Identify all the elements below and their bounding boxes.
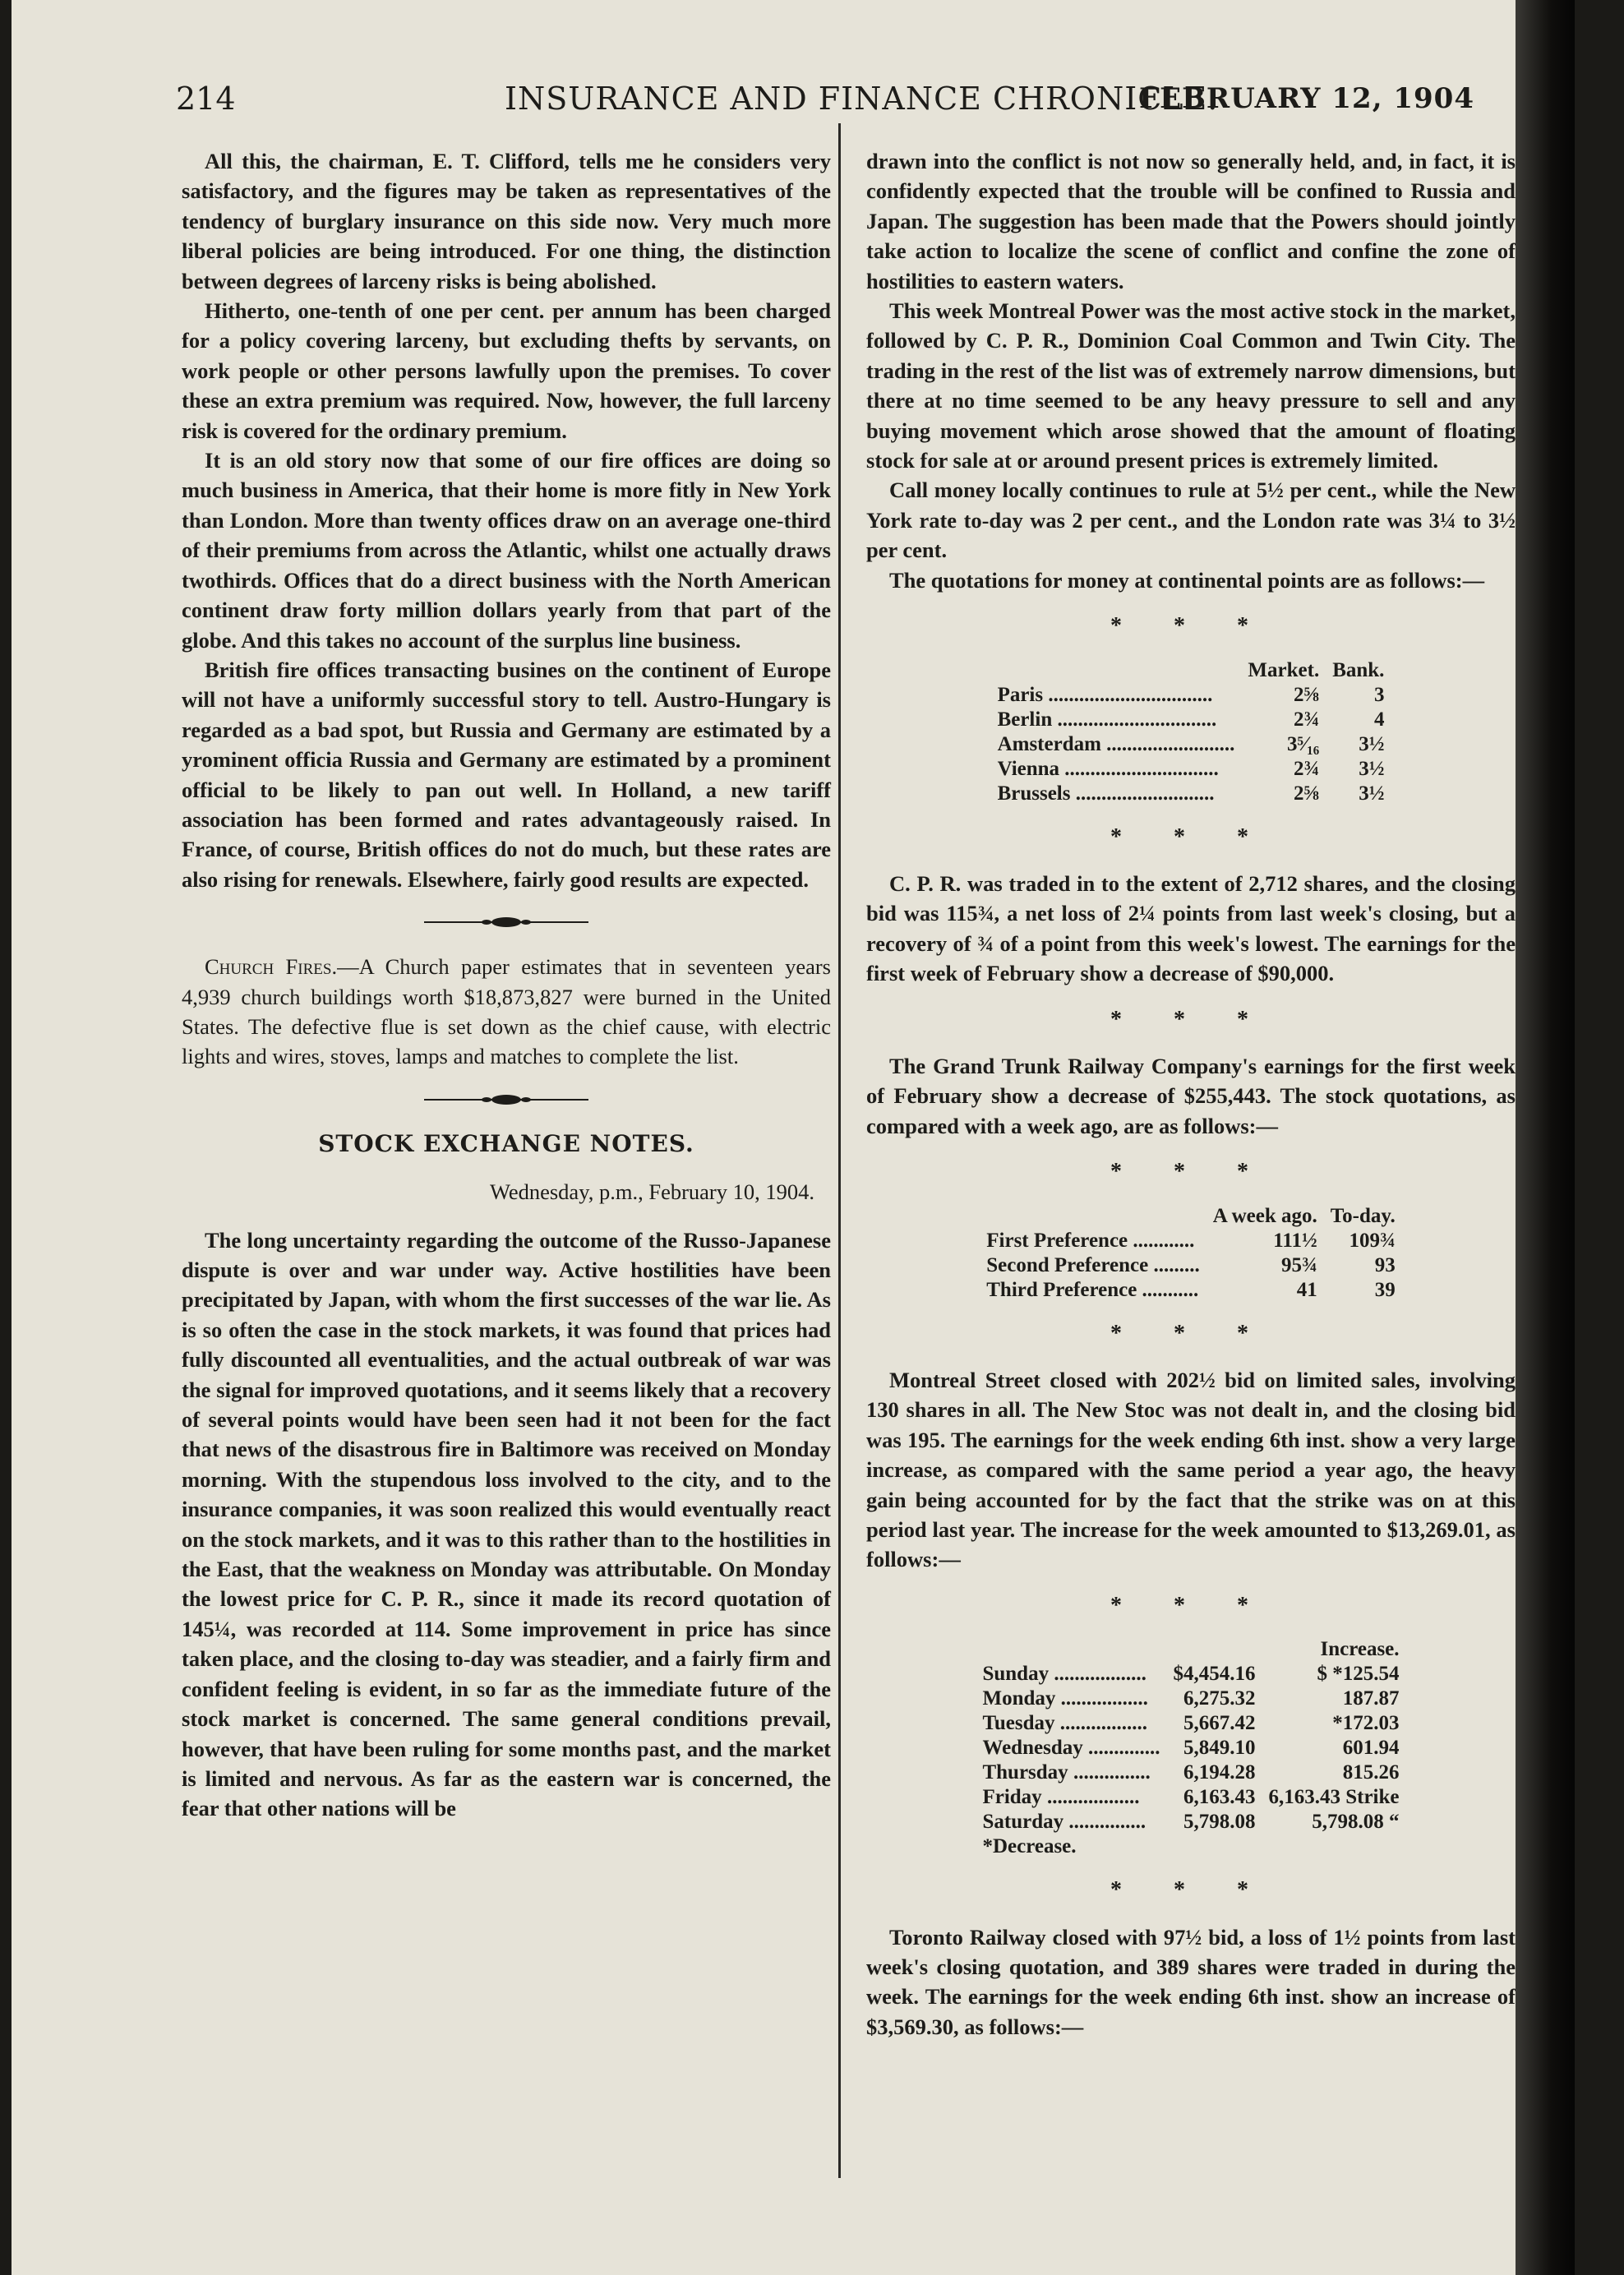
day-cell: Thursday ...............: [982, 1761, 1151, 1784]
montreal-street-earnings-table: [976, 1637, 1405, 1859]
day-cell: Tuesday .................: [982, 1712, 1147, 1735]
ornament-divider: [182, 1091, 831, 1108]
table-row: [991, 757, 1391, 782]
table-row: [991, 782, 1391, 806]
table-row: [991, 683, 1391, 708]
increase-cell: *172.03: [1332, 1712, 1400, 1735]
city-cell: Amsterdam .........................: [997, 732, 1235, 755]
paragraph: Montreal Street closed with 202½ bid on limited sales, involving 130 shares in all. The New Stoc was not dealt in, and the closing bid was 195. The earnings for the week ending 6th inst. show a very large increase, as compared with the same period a year ago, the heavy gain being accounted for by the fact that the strike was on at this period last year. The increase for the week amounted to $13,269.01, as follows:—: [866, 1367, 1516, 1572]
today-cell: 39: [1374, 1278, 1396, 1301]
table-row: [976, 1687, 1405, 1711]
earnings-cell: $4,454.16: [1173, 1663, 1256, 1686]
day-cell: Friday ..................: [982, 1786, 1140, 1809]
section-stars: * * *: [1110, 1320, 1271, 1346]
market-cell: 2¾: [1293, 708, 1320, 731]
section-stars: * * *: [1110, 824, 1271, 850]
dateline: Wednesday, p.m., February 10, 1904.: [489, 1179, 814, 1205]
paragraph: All this, the chairman, E. T. Clifford, tells me he considers very satisfactory, and the figures may be taken as representatives of the tendency of burglary insurance on this side now. Very much more liberal policies are being introduced. For one thing, the distinction between degrees of larceny risks is being abolished.: [182, 149, 831, 293]
market-cell: 2⅝: [1293, 782, 1320, 805]
page-number: 214: [176, 81, 236, 117]
day-cell: Saturday ...............: [982, 1811, 1146, 1834]
stock-cell: First Preference ............: [986, 1229, 1195, 1252]
church-fires-brief: [182, 952, 831, 1072]
market-cell: 3⁵⁄₁₆: [1287, 732, 1320, 755]
bank-cell: 3½: [1359, 782, 1385, 805]
paragraph: British fire offices transacting busines on the continent of Europe will not have a uniformly successful story to tell. Austro-Hungary is regarded as a bad spot, but Russia and Germany are estimated by a yrominent officia Russia and Germany are estimated by a prominent official to be likely to pan out well. In Holland, a new tariff association has been formed and rates advantageously raised. In France, of course, British offices do not do much, but these rates are also rising for renewals. Elsewhere, fairly good results are expected.: [182, 657, 831, 892]
increase-cell: 5,798.08 “: [1312, 1811, 1400, 1834]
paragraph: The quotations for money at continental points are as follows:—: [889, 567, 1485, 593]
grand-trunk-table: [980, 1204, 1402, 1303]
section-stars: * * *: [1110, 1006, 1271, 1032]
day-cell: Monday .................: [982, 1687, 1148, 1710]
paragraph: Call money locally continues to rule at 5½ per cent., while the New York rate to-day was 2 per cent., and the London rate was 3¼ to 3½ per cent.: [866, 478, 1516, 563]
section-stars: * * *: [1110, 1877, 1271, 1904]
column-header: Bank.: [1332, 658, 1385, 681]
bank-cell: 4: [1373, 708, 1385, 731]
column-header: [976, 1637, 1166, 1662]
stock-cell: Third Preference ...........: [986, 1278, 1199, 1301]
paragraph: drawn into the conflict is not now so generally held, and, in fact, it is confidently expected that the trouble will be confined to Russia and Japan. The suggestion has been made that the Powers should jointly take action to localize the scene of conflict and confine the zone of hostilities to eastern waters.: [866, 149, 1516, 293]
page-header: [176, 76, 1474, 125]
today-cell: 109¾: [1349, 1229, 1396, 1252]
paragraph: The Grand Trunk Railway Company's earnings for the first week of February show a decrease of $255,443. The stock quotations, as compared with a week ago, are as follows:—: [866, 1053, 1516, 1138]
earnings-cell: 6,275.32: [1183, 1687, 1256, 1710]
bank-cell: 3½: [1359, 732, 1385, 755]
book-gutter: [1516, 0, 1575, 2275]
publication-title: INSURANCE AND FINANCE CHRONICLE.: [505, 81, 1219, 117]
brief-heading: Church Fires.: [205, 954, 338, 980]
week-ago-cell: 111½: [1273, 1229, 1317, 1252]
city-cell: Berlin ...............................: [997, 708, 1217, 731]
column-header: A week ago.: [1212, 1204, 1317, 1227]
column-header: [991, 658, 1242, 683]
column-divider: [838, 123, 841, 2178]
day-cell: Sunday ..................: [982, 1663, 1146, 1686]
city-cell: Brussels ...........................: [997, 782, 1215, 805]
today-cell: 93: [1374, 1253, 1396, 1276]
earnings-cell: 6,163.43: [1183, 1786, 1256, 1809]
week-ago-cell: 41: [1296, 1278, 1317, 1301]
table-row: [976, 1785, 1405, 1810]
paragraph: This week Montreal Power was the most active stock in the market, followed by C. P. R., Dominion Coal Common and Twin City. The trading in the rest of the list was of extremely narrow dimensions, but there at no time seemed to be any heavy pressure to sell and any buying movement which arose showed that the amount of floating stock for sale at or around present prices is extremely limited.: [866, 298, 1516, 473]
stock-cell: Second Preference .........: [986, 1253, 1200, 1276]
table-row: [976, 1711, 1405, 1736]
table-footnote: *Decrease.: [982, 1835, 1077, 1858]
section-title: STOCK EXCHANGE NOTES.: [318, 1129, 694, 1157]
column-header: To-day.: [1330, 1204, 1396, 1227]
paragraph: Toronto Railway closed with 97½ bid, a loss of 1½ points from last week's closing quotation, and 389 shares were traded in during the week. The earnings for the week ending 6th inst. show an increase of $3,569.30, as follows:—: [866, 1924, 1516, 2039]
earnings-cell: 5,849.10: [1183, 1737, 1256, 1760]
market-cell: 2⅝: [1293, 683, 1320, 706]
brief-body: —A Church paper estimates that in seventeen years 4,939 church buildings worth $18,873,827 were burned in the United States. The defective flue is set down as the chief cause, with electric lights and wires, stoves, lamps and matches to complete the list.: [182, 954, 831, 1069]
increase-cell: 6,163.43 Strike: [1268, 1786, 1400, 1809]
table-footnote-row: [976, 1834, 1405, 1859]
bank-cell: 3½: [1359, 757, 1385, 780]
column-header: Market.: [1248, 658, 1320, 681]
increase-cell: 815.26: [1342, 1761, 1400, 1784]
table-header-row: [976, 1637, 1405, 1662]
market-cell: 2¾: [1293, 757, 1320, 780]
newspaper-page: [12, 0, 1575, 2275]
increase-cell: 187.87: [1342, 1687, 1400, 1710]
ornament-divider: [182, 914, 831, 930]
increase-cell: 601.94: [1342, 1737, 1400, 1760]
paragraph: The long uncertainty regarding the outcome of the Russo-Japanese dispute is over and war under way. Active hostilities have been precipitated by Japan, with whom the first successes of the war lie. As is so often the case in the stock markets, it was found that prices had fully discounted all eventualities, and the actual outbreak of war was the signal for improved quotations, and it seems likely that a recovery of several points would have been seen had it not been for the fact that news of the disastrous fire in Baltimore was received on Monday morning. With the stupendous loss involved to the city, and to the insurance companies, it was soon realized this would eventually react on the stock markets, and it was to this rather than to the hostilities in the East, that the weakness on Monday was attributable. On Monday the lowest price for C. P. R., since it made its record quotation of 145¼, was recorded at 114. Some improvement in price has since taken place, and the closing to-day was steadier, and a fairly firm and confident feeling is evident, in so far as the immediate future of the stock market is concerned. The same general conditions prevail, however, that have been ruling for some months past, and the market is limited and nervous. As far as the eastern war is concerned, the fear that other nations will be: [182, 1227, 831, 1821]
table-row: [980, 1253, 1402, 1278]
paragraph: It is an old story now that some of our fire offices are doing so much business in America, that their home is more fitly in New York than London. More than twenty offices draw on an average one-third of their premiums from across the Atlantic, whilst one actually draws twothirds. Offices that do a direct business with the North American continent draw forty million dollars yearly from that part of the globe. And this takes no account of the surplus line business.: [182, 448, 831, 653]
paragraph: C. P. R. was traded in to the extent of 2,712 shares, and the closing bid was 115¾, a net loss of 2¼ points from last week's closing, but a recovery of ¾ of a point from this week's lowest. The earnings for the first week of February show a decrease of $90,000.: [866, 870, 1516, 986]
section-stars: * * *: [1110, 1592, 1271, 1618]
column-header: [980, 1204, 1206, 1229]
money-rates-table: [991, 658, 1391, 806]
earnings-cell: 5,667.42: [1183, 1712, 1256, 1735]
earnings-cell: 6,194.28: [1183, 1761, 1256, 1784]
section-stars: * * *: [1110, 1159, 1271, 1185]
section-stars: * * *: [1110, 613, 1271, 639]
week-ago-cell: 95¾: [1281, 1253, 1317, 1276]
table-row: [980, 1278, 1402, 1303]
bank-cell: 3: [1373, 683, 1385, 706]
table-row: [991, 732, 1391, 757]
issue-date: FEBRUARY 12, 1904: [1139, 82, 1474, 115]
earnings-cell: 5,798.08: [1183, 1811, 1256, 1834]
city-cell: Paris ................................: [997, 683, 1213, 706]
right-column: [866, 146, 1516, 2042]
table-row: [976, 1736, 1405, 1760]
table-header-row: [980, 1204, 1402, 1229]
table-row: [991, 708, 1391, 732]
left-column: [182, 146, 831, 1824]
table-row: [980, 1229, 1402, 1253]
day-cell: Wednesday ..............: [982, 1737, 1160, 1760]
table-header-row: [991, 658, 1391, 683]
table-row: [976, 1662, 1405, 1687]
table-row: [976, 1760, 1405, 1785]
increase-cell: $ *125.54: [1317, 1663, 1400, 1686]
column-header: [1166, 1637, 1262, 1662]
column-header: Increase.: [1320, 1638, 1400, 1661]
paragraph: Hitherto, one-tenth of one per cent. per annum has been charged for a policy covering larceny, but excluding thefts by servants, on work people or other persons lawfully upon the premises. To cover these an extra premium was required. Now, however, the full larceny risk is covered for the ordinary premium.: [182, 298, 831, 443]
city-cell: Vienna ..............................: [997, 757, 1219, 780]
table-row: [976, 1810, 1405, 1834]
